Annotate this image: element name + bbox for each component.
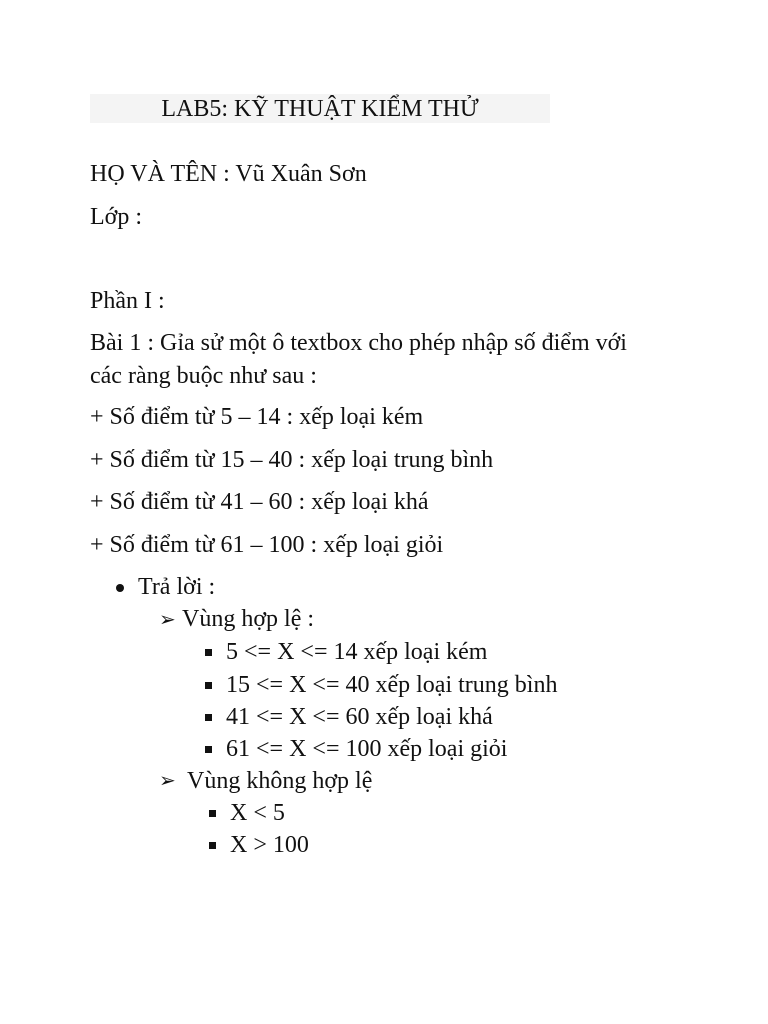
- exercise-intro-line-1: Bài 1 : Gỉa sử một ô textbox cho phép nhập số điểm với: [90, 330, 627, 356]
- valid-range-item: 5 <= X <= 14 xếp loại kém: [226, 639, 488, 665]
- arrow-bullet-icon: ➢: [159, 609, 176, 631]
- arrow-bullet-icon: ➢: [159, 770, 176, 792]
- rule-item: + Số điểm từ 41 – 60 : xếp loại khá: [90, 489, 429, 515]
- document-title: LAB5: KỸ THUẬT KIỂM THỬ: [161, 96, 479, 122]
- valid-range-item: 15 <= X <= 40 xếp loại trung bình: [226, 672, 558, 698]
- rule-item: + Số điểm từ 61 – 100 : xếp loại giỏi: [90, 532, 444, 558]
- square-bullet-icon: [209, 810, 216, 817]
- bullet-dot-icon: [116, 584, 124, 592]
- valid-range-item: 61 <= X <= 100 xếp loại giỏi: [226, 736, 508, 762]
- square-bullet-icon: [205, 649, 212, 656]
- invalid-range-label: Vùng không hợp lệ: [187, 768, 373, 794]
- invalid-range-item: X < 5: [230, 800, 285, 826]
- exercise-intro-line-2: các ràng buộc như sau :: [90, 363, 317, 389]
- part-heading: Phần I :: [90, 288, 165, 314]
- rule-item: + Số điểm từ 15 – 40 : xếp loại trung bình: [90, 447, 494, 473]
- square-bullet-icon: [205, 682, 212, 689]
- class-line: Lớp :: [90, 204, 143, 230]
- answer-label: Trả lời :: [138, 574, 216, 600]
- rule-item: + Số điểm từ 5 – 14 : xếp loại kém: [90, 404, 424, 430]
- square-bullet-icon: [205, 746, 212, 753]
- valid-range-label: Vùng hợp lệ :: [182, 606, 315, 632]
- invalid-range-item: X > 100: [230, 832, 309, 858]
- square-bullet-icon: [209, 842, 216, 849]
- square-bullet-icon: [205, 714, 212, 721]
- valid-range-item: 41 <= X <= 60 xếp loại khá: [226, 704, 493, 730]
- student-name-line: HỌ VÀ TÊN : Vũ Xuân Sơn: [90, 161, 367, 187]
